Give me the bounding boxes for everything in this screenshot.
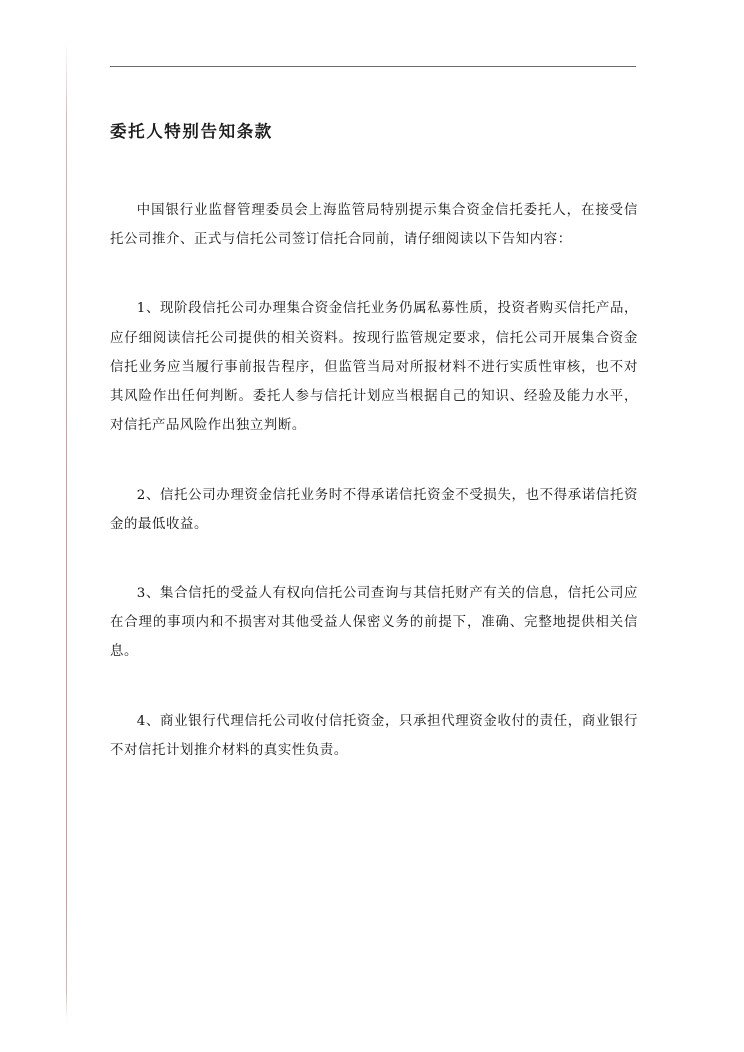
spacer	[110, 254, 638, 294]
document-body	[110, 100, 638, 765]
header-divider-rule	[110, 66, 636, 67]
paragraph-item-4: 4、商业银行代理信托公司收付信托资金，只承担代理资金收付的责任，商业银行不对信托计划推介材料的真实性负责。	[110, 713, 638, 758]
paragraph-intro: 中国银行业监督管理委员会上海监管局特别提示集合资金信托委托人，在接受信托公司推介、正式与信托公司签订信托合同前，请仔细阅读以下告知内容：	[110, 203, 638, 248]
paragraph-item-1: 1、现阶段信托公司办理集合资金信托业务仍属私募性质，投资者购买信托产品，应仔细阅读信托公司提供的相关资料。按现行监管规定要求，信托公司开展集合资金信托业务应当履行事前报告程序，但监管当局对所报材料不进行实质性审核，也不对其风险作出任何判断。委托人参与信托计划应当根据自己的知识、经验及能力水平，对信托产品风险作出独立判断。	[110, 301, 638, 434]
paragraph-item-2: 2、信托公司办理资金信托业务时不得承诺信托资金不受损失，也不得承诺信托资金的最低收益。	[110, 487, 638, 532]
spacer	[110, 539, 638, 579]
spacer	[110, 667, 638, 707]
page-title: 委托人特别告知条款	[110, 122, 273, 141]
paragraph-item-3: 3、集合信托的受益人有权向信托公司查询与其信托财产有关的信息，信托公司应在合理的事项内和不损害对其他受益人保密义务的前提下，准确、完整地提供相关信息。	[110, 585, 638, 660]
spacer	[110, 142, 638, 196]
left-margin-rule	[66, 0, 67, 1052]
spacer	[110, 441, 638, 481]
